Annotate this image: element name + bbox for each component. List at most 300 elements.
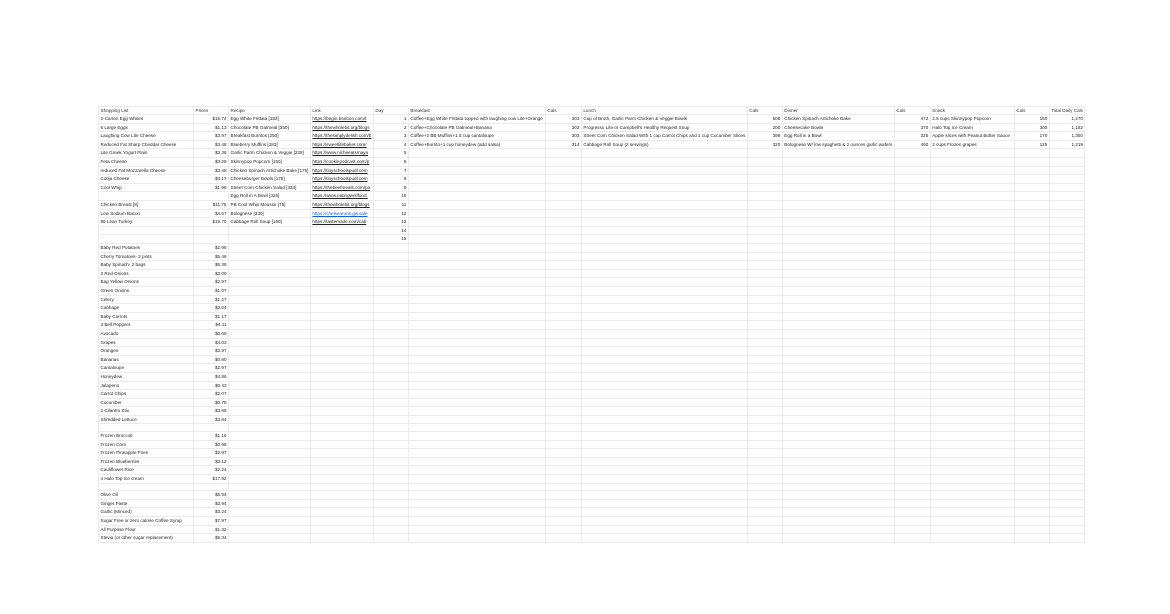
dinner-cell[interactable]	[782, 329, 894, 338]
breakfast-cell[interactable]	[408, 508, 545, 517]
breakfast-cals-cell[interactable]	[545, 398, 581, 407]
total-daily-cals-cell[interactable]: 1,270	[1049, 115, 1085, 124]
snack-cell[interactable]	[930, 149, 1014, 158]
lunch-cell[interactable]	[581, 372, 747, 381]
price-cell[interactable]: $7.97	[194, 517, 229, 526]
breakfast-cals-cell[interactable]	[545, 269, 581, 278]
breakfast-cell[interactable]	[408, 398, 545, 407]
breakfast-cals-cell[interactable]	[545, 278, 581, 287]
lunch-cals-cell[interactable]: 320	[747, 140, 782, 149]
shopping-item-cell[interactable]: Frozen Pineapple Fries	[99, 449, 194, 458]
shopping-item-cell[interactable]: Grapes	[99, 338, 194, 347]
lunch-cell[interactable]	[581, 158, 747, 167]
lunch-cals-cell[interactable]	[747, 278, 782, 287]
lunch-cals-cell[interactable]	[747, 525, 782, 534]
breakfast-cell[interactable]	[408, 192, 545, 201]
recipe-link-cell[interactable]: https://tinyschoolspudl.com	[310, 166, 373, 175]
lunch-cals-cell[interactable]	[747, 252, 782, 261]
breakfast-cell[interactable]: Coffee+2 BB Muffins+1.5 cup cantaloupe	[408, 132, 545, 141]
day-cell[interactable]: 11	[373, 201, 408, 210]
total-daily-cals-cell[interactable]	[1049, 329, 1085, 338]
dinner-cals-cell[interactable]	[894, 218, 930, 227]
recipe-cell[interactable]: Cheeseburger Bowls [178]	[229, 175, 311, 184]
shopping-item-cell[interactable]: 4 Halo Top Ice cream	[99, 475, 194, 484]
snack-cell[interactable]	[930, 508, 1014, 517]
day-cell[interactable]	[373, 390, 408, 399]
snack-cell[interactable]	[930, 158, 1014, 167]
day-cell[interactable]	[373, 525, 408, 534]
shopping-item-cell[interactable]: Ginger Paste	[99, 499, 194, 508]
total-daily-cals-cell[interactable]	[1049, 398, 1085, 407]
dinner-cals-cell[interactable]	[894, 149, 930, 158]
snack-cals-cell[interactable]: 170	[1014, 132, 1049, 141]
dinner-cals-cell[interactable]	[894, 192, 930, 201]
dinner-cell[interactable]	[782, 517, 894, 526]
header-breakfast-cals[interactable]: Cals	[545, 106, 581, 115]
snack-cals-cell[interactable]: 300	[1014, 123, 1049, 132]
snack-cell[interactable]: Apple slices with Peanut Butter Sauce	[930, 132, 1014, 141]
price-cell[interactable]: $4.03	[194, 338, 229, 347]
shopping-item-cell[interactable]: Frozen Blueberries	[99, 457, 194, 466]
dinner-cals-cell[interactable]	[894, 390, 930, 399]
lunch-cals-cell[interactable]	[747, 355, 782, 364]
recipe-link-cell[interactable]: https://sweetlifebaker.com/	[310, 140, 373, 149]
lunch-cell[interactable]	[581, 398, 747, 407]
breakfast-cals-cell[interactable]	[545, 390, 581, 399]
dinner-cals-cell[interactable]	[894, 244, 930, 253]
breakfast-cell[interactable]	[408, 381, 545, 390]
snack-cals-cell[interactable]	[1014, 252, 1049, 261]
total-daily-cals-cell[interactable]	[1049, 372, 1085, 381]
snack-cell[interactable]	[930, 440, 1014, 449]
recipe-cell[interactable]	[229, 244, 311, 253]
dinner-cell[interactable]	[782, 235, 894, 244]
recipe-link-cell[interactable]	[310, 252, 373, 261]
lunch-cell[interactable]	[581, 209, 747, 218]
breakfast-cals-cell[interactable]	[545, 312, 581, 321]
breakfast-cals-cell[interactable]	[545, 364, 581, 373]
recipe-link-cell[interactable]	[310, 338, 373, 347]
breakfast-cals-cell[interactable]	[545, 475, 581, 484]
snack-cell[interactable]: 2.5 cups Skinnypop Popcorn	[930, 115, 1014, 124]
breakfast-cals-cell[interactable]: 303	[545, 123, 581, 132]
lunch-cell[interactable]	[581, 390, 747, 399]
dinner-cals-cell[interactable]	[894, 252, 930, 261]
breakfast-cals-cell[interactable]	[545, 183, 581, 192]
dinner-cals-cell[interactable]	[894, 338, 930, 347]
price-cell[interactable]: $3.48	[194, 166, 229, 175]
dinner-cell[interactable]	[782, 449, 894, 458]
price-cell[interactable]: $0.98	[194, 440, 229, 449]
breakfast-cals-cell[interactable]	[545, 508, 581, 517]
shopping-item-cell[interactable]	[99, 424, 194, 432]
shopping-item-cell[interactable]: Bag Yellow Onions	[99, 278, 194, 287]
day-cell[interactable]	[373, 261, 408, 270]
recipe-cell[interactable]: Blueberry Muffins [183]	[229, 140, 311, 149]
snack-cals-cell[interactable]	[1014, 355, 1049, 364]
snack-cell[interactable]	[930, 209, 1014, 218]
shopping-item-cell[interactable]: Baby Red Potatoes	[99, 244, 194, 253]
day-cell[interactable]	[373, 329, 408, 338]
recipe-cell[interactable]	[229, 390, 311, 399]
total-daily-cals-cell[interactable]	[1049, 183, 1085, 192]
lunch-cals-cell[interactable]	[747, 158, 782, 167]
dinner-cals-cell[interactable]	[894, 475, 930, 484]
breakfast-cals-cell[interactable]	[545, 261, 581, 270]
breakfast-cell[interactable]	[408, 278, 545, 287]
dinner-cell[interactable]	[782, 499, 894, 508]
dinner-cals-cell[interactable]	[894, 355, 930, 364]
lunch-cals-cell[interactable]	[747, 347, 782, 356]
dinner-cals-cell[interactable]	[894, 166, 930, 175]
breakfast-cell[interactable]	[408, 372, 545, 381]
total-daily-cals-cell[interactable]	[1049, 235, 1085, 244]
lunch-cals-cell[interactable]	[747, 398, 782, 407]
snack-cals-cell[interactable]	[1014, 269, 1049, 278]
breakfast-cell[interactable]	[408, 517, 545, 526]
lunch-cals-cell[interactable]	[747, 175, 782, 184]
recipe-link-cell[interactable]	[310, 534, 373, 543]
total-daily-cals-cell[interactable]	[1049, 499, 1085, 508]
lunch-cals-cell[interactable]	[747, 166, 782, 175]
dinner-cell[interactable]	[782, 192, 894, 201]
snack-cell[interactable]	[930, 499, 1014, 508]
snack-cals-cell[interactable]	[1014, 338, 1049, 347]
dinner-cals-cell[interactable]	[894, 175, 930, 184]
day-cell[interactable]: 15	[373, 235, 408, 244]
shopping-item-cell[interactable]: Avocado	[99, 329, 194, 338]
breakfast-cell[interactable]	[408, 525, 545, 534]
recipe-cell[interactable]: Egg White Frittata [183]	[229, 115, 311, 124]
snack-cell[interactable]	[930, 226, 1014, 235]
snack-cell[interactable]	[930, 278, 1014, 287]
recipe-link-cell[interactable]: https://tastemade.com/cab	[310, 218, 373, 227]
dinner-cals-cell[interactable]	[894, 235, 930, 244]
lunch-cals-cell[interactable]	[747, 235, 782, 244]
dinner-cell[interactable]	[782, 390, 894, 399]
snack-cell[interactable]	[930, 466, 1014, 475]
price-cell[interactable]: $5.46	[194, 252, 229, 261]
dinner-cell[interactable]	[782, 457, 894, 466]
lunch-cell[interactable]	[581, 457, 747, 466]
dinner-cell[interactable]	[782, 440, 894, 449]
snack-cals-cell[interactable]	[1014, 508, 1049, 517]
breakfast-cell[interactable]	[408, 347, 545, 356]
lunch-cals-cell[interactable]	[747, 499, 782, 508]
snack-cell[interactable]	[930, 166, 1014, 175]
breakfast-cals-cell[interactable]	[545, 226, 581, 235]
snack-cals-cell[interactable]	[1014, 440, 1049, 449]
total-daily-cals-cell[interactable]	[1049, 312, 1085, 321]
lunch-cell[interactable]	[581, 525, 747, 534]
total-daily-cals-cell[interactable]	[1049, 364, 1085, 373]
price-cell[interactable]	[194, 424, 229, 432]
dinner-cell[interactable]	[782, 525, 894, 534]
lunch-cell[interactable]	[581, 449, 747, 458]
price-cell[interactable]: $2.24	[194, 466, 229, 475]
day-cell[interactable]	[373, 432, 408, 441]
price-cell[interactable]: $4.11	[194, 321, 229, 330]
recipe-cell[interactable]	[229, 407, 311, 416]
breakfast-cell[interactable]	[408, 226, 545, 235]
snack-cell[interactable]	[930, 424, 1014, 432]
recipe-cell[interactable]	[229, 269, 311, 278]
shopping-item-cell[interactable]	[99, 483, 194, 491]
recipe-cell[interactable]	[229, 338, 311, 347]
price-cell[interactable]: $3.97	[194, 347, 229, 356]
total-daily-cals-cell[interactable]	[1049, 286, 1085, 295]
header-prices[interactable]: Prices	[194, 106, 229, 115]
dinner-cals-cell[interactable]	[894, 457, 930, 466]
breakfast-cell[interactable]	[408, 321, 545, 330]
day-cell[interactable]: 1	[373, 115, 408, 124]
lunch-cell[interactable]	[581, 517, 747, 526]
breakfast-cals-cell[interactable]	[545, 432, 581, 441]
snack-cell[interactable]	[930, 390, 1014, 399]
breakfast-cals-cell[interactable]	[545, 347, 581, 356]
dinner-cell[interactable]	[782, 209, 894, 218]
lunch-cals-cell[interactable]	[747, 295, 782, 304]
breakfast-cals-cell[interactable]	[545, 534, 581, 543]
total-daily-cals-cell[interactable]	[1049, 381, 1085, 390]
snack-cals-cell[interactable]: 125	[1014, 140, 1049, 149]
breakfast-cell[interactable]	[408, 304, 545, 313]
lunch-cell[interactable]	[581, 483, 747, 491]
dinner-cell[interactable]: Egg Roll in a Bowl	[782, 132, 894, 141]
breakfast-cell[interactable]	[408, 475, 545, 484]
dinner-cals-cell[interactable]	[894, 483, 930, 491]
dinner-cals-cell[interactable]	[894, 491, 930, 500]
breakfast-cals-cell[interactable]	[545, 286, 581, 295]
recipe-cell[interactable]	[229, 449, 311, 458]
recipe-cell[interactable]	[229, 440, 311, 449]
day-cell[interactable]	[373, 278, 408, 287]
snack-cals-cell[interactable]	[1014, 166, 1049, 175]
snack-cals-cell[interactable]	[1014, 261, 1049, 270]
recipe-cell[interactable]	[229, 466, 311, 475]
snack-cell[interactable]: Halo Top Ice Cream	[930, 123, 1014, 132]
breakfast-cell[interactable]	[408, 329, 545, 338]
lunch-cals-cell[interactable]	[747, 201, 782, 210]
breakfast-cell[interactable]	[408, 390, 545, 399]
recipe-link-cell[interactable]	[310, 483, 373, 491]
breakfast-cals-cell[interactable]	[545, 499, 581, 508]
total-daily-cals-cell[interactable]	[1049, 440, 1085, 449]
shopping-item-cell[interactable]: Cool Whip	[99, 183, 194, 192]
recipe-cell[interactable]	[229, 457, 311, 466]
total-daily-cals-cell[interactable]	[1049, 304, 1085, 313]
dinner-cals-cell[interactable]	[894, 312, 930, 321]
lunch-cell[interactable]	[581, 261, 747, 270]
breakfast-cals-cell[interactable]	[545, 201, 581, 210]
shopping-item-cell[interactable]: 3 Bell Peppers	[99, 321, 194, 330]
day-cell[interactable]	[373, 534, 408, 543]
total-daily-cals-cell[interactable]	[1049, 449, 1085, 458]
shopping-item-cell[interactable]: Cotija Cheese	[99, 175, 194, 184]
recipe-link-cell[interactable]	[310, 398, 373, 407]
breakfast-cals-cell[interactable]	[545, 381, 581, 390]
lunch-cals-cell[interactable]	[747, 218, 782, 227]
dinner-cals-cell[interactable]	[894, 407, 930, 416]
lunch-cals-cell[interactable]	[747, 226, 782, 235]
breakfast-cals-cell[interactable]	[545, 449, 581, 458]
day-cell[interactable]: 10	[373, 192, 408, 201]
recipe-link-cell[interactable]	[310, 407, 373, 416]
price-cell[interactable]: $11.75	[194, 201, 229, 210]
shopping-item-cell[interactable]: Stevia (or other sugar replacement)	[99, 534, 194, 543]
breakfast-cals-cell[interactable]	[545, 252, 581, 261]
total-daily-cals-cell[interactable]	[1049, 415, 1085, 424]
breakfast-cals-cell[interactable]	[545, 209, 581, 218]
dinner-cals-cell[interactable]	[894, 398, 930, 407]
lunch-cals-cell[interactable]	[747, 209, 782, 218]
shopping-item-cell[interactable]: Feta Cheese	[99, 158, 194, 167]
dinner-cell[interactable]	[782, 244, 894, 253]
dinner-cals-cell[interactable]	[894, 286, 930, 295]
breakfast-cell[interactable]	[408, 415, 545, 424]
price-cell[interactable]: $6.38	[194, 261, 229, 270]
snack-cals-cell[interactable]	[1014, 534, 1049, 543]
total-daily-cals-cell[interactable]: 1,350	[1049, 132, 1085, 141]
lunch-cell[interactable]	[581, 415, 747, 424]
price-cell[interactable]: $3.36	[194, 149, 229, 158]
snack-cals-cell[interactable]: 150	[1014, 115, 1049, 124]
total-daily-cals-cell[interactable]	[1049, 321, 1085, 330]
dinner-cell[interactable]	[782, 158, 894, 167]
snack-cell[interactable]	[930, 432, 1014, 441]
lunch-cell[interactable]	[581, 175, 747, 184]
total-daily-cals-cell[interactable]	[1049, 424, 1085, 432]
lunch-cals-cell[interactable]	[747, 440, 782, 449]
recipe-link-cell[interactable]	[310, 295, 373, 304]
snack-cell[interactable]	[930, 415, 1014, 424]
snack-cell[interactable]	[930, 175, 1014, 184]
price-cell[interactable]: $0.60	[194, 329, 229, 338]
dinner-cals-cell[interactable]	[894, 499, 930, 508]
breakfast-cell[interactable]	[408, 312, 545, 321]
recipe-link-cell[interactable]	[310, 321, 373, 330]
snack-cell[interactable]	[930, 475, 1014, 484]
breakfast-cals-cell[interactable]	[545, 372, 581, 381]
shopping-item-cell[interactable]: Olive Oil	[99, 491, 194, 500]
recipe-cell[interactable]: Chicken Spinach Artichoke Bake [175]	[229, 166, 311, 175]
shopping-item-cell[interactable]: Chicken Breast [8]	[99, 201, 194, 210]
recipe-cell[interactable]	[229, 483, 311, 491]
snack-cell[interactable]	[930, 355, 1014, 364]
recipe-cell[interactable]	[229, 424, 311, 432]
day-cell[interactable]	[373, 466, 408, 475]
recipe-link-cell[interactable]	[310, 235, 373, 244]
lunch-cell[interactable]	[581, 286, 747, 295]
dinner-cell[interactable]	[782, 218, 894, 227]
recipe-cell[interactable]	[229, 347, 311, 356]
lunch-cals-cell[interactable]: 508	[747, 115, 782, 124]
shopping-item-cell[interactable]: 3 Red Onions	[99, 269, 194, 278]
shopping-item-cell[interactable]: Shredded Lettuce	[99, 415, 194, 424]
header-dinner-cals[interactable]: Cals	[894, 106, 930, 115]
breakfast-cals-cell[interactable]	[545, 517, 581, 526]
snack-cals-cell[interactable]	[1014, 226, 1049, 235]
breakfast-cell[interactable]	[408, 149, 545, 158]
shopping-item-cell[interactable]: Carrot Chips	[99, 390, 194, 399]
dinner-cals-cell[interactable]	[894, 381, 930, 390]
day-cell[interactable]	[373, 286, 408, 295]
dinner-cell[interactable]	[782, 381, 894, 390]
price-cell[interactable]: $2.07	[194, 390, 229, 399]
recipe-link-cell[interactable]	[310, 312, 373, 321]
dinner-cell[interactable]	[782, 295, 894, 304]
price-cell[interactable]: $3.17	[194, 175, 229, 184]
price-cell[interactable]	[194, 483, 229, 491]
price-cell[interactable]: $5.34	[194, 534, 229, 543]
snack-cell[interactable]	[930, 534, 1014, 543]
lunch-cals-cell[interactable]	[747, 244, 782, 253]
breakfast-cals-cell[interactable]	[545, 355, 581, 364]
recipe-link-cell[interactable]	[310, 286, 373, 295]
snack-cals-cell[interactable]	[1014, 175, 1049, 184]
breakfast-cell[interactable]	[408, 286, 545, 295]
recipe-cell[interactable]: Cabbage Roll Soup [160]	[229, 218, 311, 227]
dinner-cell[interactable]	[782, 347, 894, 356]
lunch-cell[interactable]	[581, 304, 747, 313]
day-cell[interactable]	[373, 475, 408, 484]
snack-cals-cell[interactable]	[1014, 244, 1049, 253]
price-cell[interactable]: $3.12	[194, 457, 229, 466]
recipe-cell[interactable]: Street Corn Chicken Salad [334]	[229, 183, 311, 192]
recipe-link-cell[interactable]	[310, 329, 373, 338]
recipe-link-cell[interactable]	[310, 424, 373, 432]
recipe-link-cell[interactable]	[310, 226, 373, 235]
recipe-link-cell[interactable]	[310, 457, 373, 466]
shopping-item-cell[interactable]	[99, 226, 194, 235]
snack-cell[interactable]	[930, 517, 1014, 526]
lunch-cell[interactable]	[581, 183, 747, 192]
price-cell[interactable]: $3.28	[194, 158, 229, 167]
day-cell[interactable]	[373, 440, 408, 449]
breakfast-cell[interactable]	[408, 183, 545, 192]
lunch-cals-cell[interactable]	[747, 192, 782, 201]
day-cell[interactable]: 14	[373, 226, 408, 235]
dinner-cell[interactable]	[782, 304, 894, 313]
lunch-cell[interactable]	[581, 432, 747, 441]
lunch-cals-cell[interactable]	[747, 432, 782, 441]
breakfast-cals-cell[interactable]	[545, 466, 581, 475]
snack-cals-cell[interactable]	[1014, 372, 1049, 381]
recipe-link-cell[interactable]	[310, 415, 373, 424]
dinner-cals-cell[interactable]	[894, 347, 930, 356]
recipe-link-cell[interactable]	[310, 466, 373, 475]
lunch-cals-cell[interactable]	[747, 475, 782, 484]
recipe-link-cell[interactable]	[310, 244, 373, 253]
snack-cals-cell[interactable]	[1014, 390, 1049, 399]
day-cell[interactable]	[373, 304, 408, 313]
lunch-cals-cell[interactable]	[747, 424, 782, 432]
lunch-cell[interactable]: Cabbage Roll Soup (2 servings)	[581, 140, 747, 149]
lunch-cals-cell[interactable]	[747, 415, 782, 424]
dinner-cals-cell[interactable]	[894, 517, 930, 526]
lunch-cals-cell[interactable]	[747, 286, 782, 295]
lunch-cell[interactable]	[581, 295, 747, 304]
breakfast-cell[interactable]	[408, 269, 545, 278]
recipe-link-cell[interactable]: https://chelsearuns.gw.sale	[310, 209, 373, 218]
price-cell[interactable]: $1.07	[194, 286, 229, 295]
total-daily-cals-cell[interactable]	[1049, 347, 1085, 356]
lunch-cell[interactable]	[581, 218, 747, 227]
day-cell[interactable]	[373, 364, 408, 373]
dinner-cell[interactable]	[782, 355, 894, 364]
price-cell[interactable]: $1.32	[194, 525, 229, 534]
recipe-cell[interactable]	[229, 398, 311, 407]
